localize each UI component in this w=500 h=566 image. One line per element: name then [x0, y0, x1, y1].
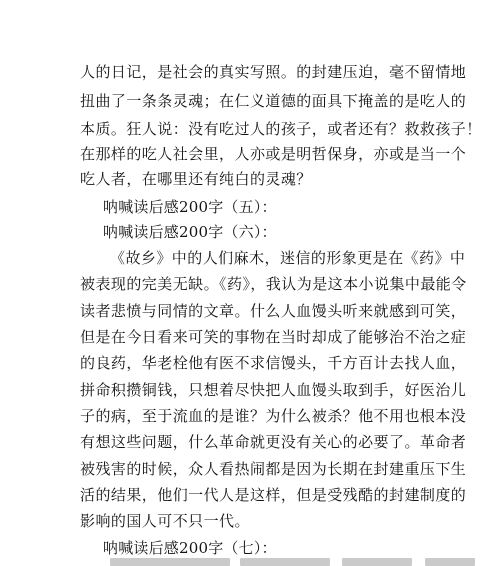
paragraph-line: 子的病，至于流血的是谁？为什么被杀？他不用也根本没 [80, 407, 467, 425]
paragraph-line: 人的日记，是社会的真实写照。的封建压迫，毫不留情地 [80, 63, 467, 81]
section-heading-5: 呐喊读后感200字（五）： [103, 198, 277, 216]
paragraph-line: 影响的国人可不只一代。 [80, 512, 250, 530]
cut-off-text-line [80, 558, 480, 566]
paragraph-line: 但是在今日看来可笑的事物在当时却成了能够治不治之症 [80, 328, 467, 346]
section-heading-6: 呐喊读后感200字（六）： [103, 223, 277, 241]
paragraph-line: 在那样的吃人社会里，人亦或是明哲保身，亦或是当一个 [80, 145, 467, 163]
paragraph-line: 活的结果，他们一代人是这样，但是受残酷的封建制度的 [80, 486, 467, 504]
paragraph-line: 本质。狂人说：没有吃过人的孩子，或者还有？救救孩子！ [80, 120, 482, 138]
paragraph-line: 读者悲愤与同情的文章。什么人血馒头听来就感到可笑， [80, 302, 467, 320]
paragraph-line: 《故乡》中的人们麻木，迷信的形象更是在《药》中 [110, 249, 466, 267]
paragraph-line: 有想这些问题，什么革命就更没有关心的必要了。革命者 [80, 433, 467, 451]
paragraph-line: 拼命积攒铜钱，只想着尽快把人血馒头取到手，好医治儿 [80, 381, 467, 399]
paragraph-line: 的良药，华老栓他有医不求信馒头，千方百计去找人血， [80, 354, 467, 372]
paragraph-line: 吃人者，在哪里还有纯白的灵魂？ [80, 170, 312, 188]
paragraph-line: 扭曲了一条条灵魂；在仁义道德的面具下掩盖的是吃人的 [80, 92, 467, 110]
paragraph-line: 被表现的完美无缺。《药》，我认为是这本小说集中最能令 [80, 275, 467, 293]
section-heading-7: 呐喊读后感200字（七）： [103, 539, 277, 557]
paragraph-line: 被残害的时候，众人看热闹都是因为长期在封建重压下生 [80, 460, 467, 478]
